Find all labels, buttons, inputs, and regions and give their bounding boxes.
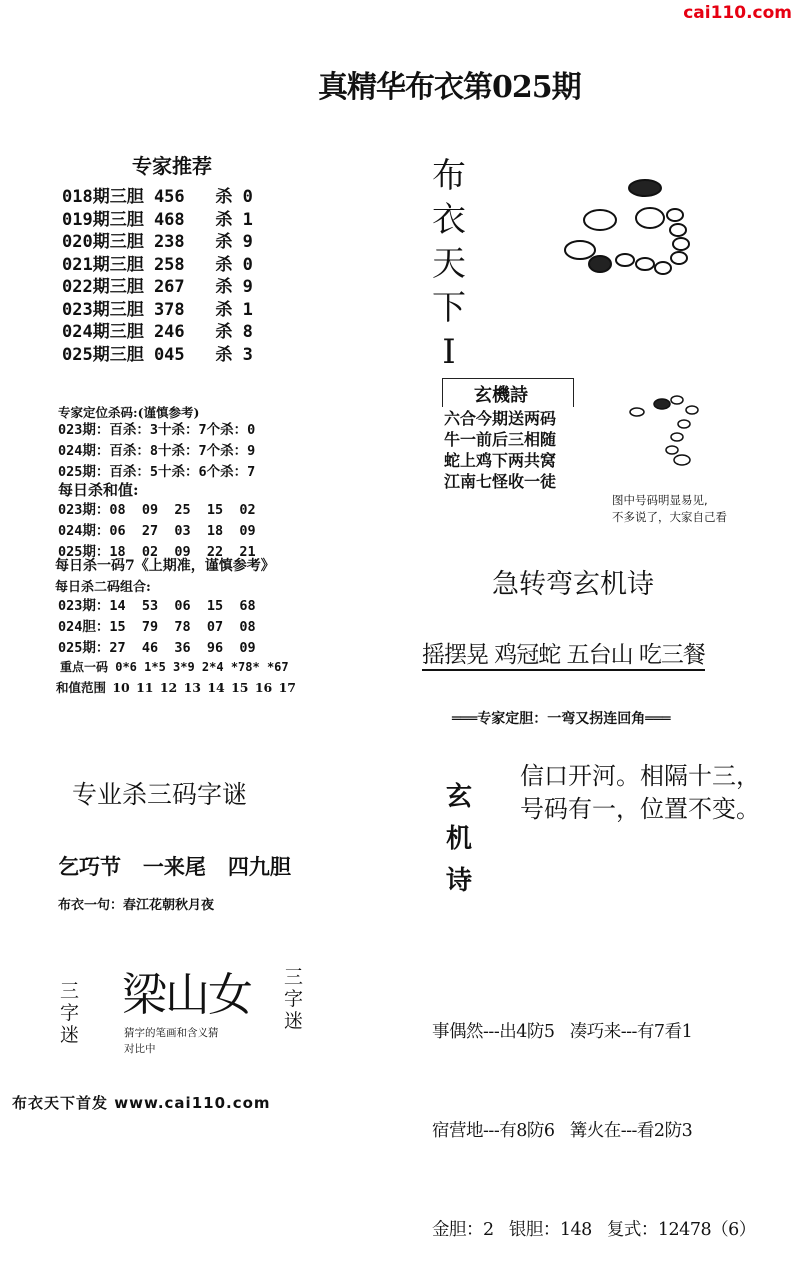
festival-line: 乞巧节 一来尾 四九胆 — [58, 854, 291, 879]
xuanji-note-line: 图中号码明显易见, — [612, 493, 708, 507]
buyi-char: 衣 — [432, 200, 466, 240]
expert-row: 024期三胆 246 杀 8 — [62, 322, 253, 342]
bottom-hint-line: 事偶然---出4防5 凑巧来---有7看1 — [432, 1022, 693, 1042]
expert-row: 022期三胆 267 杀 9 — [62, 277, 253, 297]
riddle-right-char: 三 — [284, 966, 304, 988]
expert-row: 021期三胆 258 杀 0 — [62, 254, 253, 275]
xuanji-big-vertical — [446, 776, 472, 902]
riddle-left-char: 三 — [60, 980, 80, 1002]
expert-row: 025期三胆 045 杀 3 — [62, 344, 253, 365]
bottom-hint-line: 金胆：2 银胆：148 复式：12478（6） — [432, 1220, 756, 1240]
buyi-sentence: 布衣一句：春江花朝秋月夜 — [58, 898, 215, 913]
expert-row: 020期三胆 238 杀 9 — [62, 232, 253, 252]
xuanji-note — [612, 492, 727, 526]
coin-chain-illustration — [622, 392, 702, 472]
xuanji-big-char: 玄 — [446, 782, 473, 812]
site-watermark: cai110.com — [664, 0, 800, 28]
expert-row: 018期三胆 456 杀 0 — [62, 187, 253, 207]
xuanji-big-char: 机 — [446, 824, 473, 854]
daily-kill-one: 每日杀一码7《上期准，谨慎参考》 — [55, 558, 275, 574]
expert-list — [62, 186, 253, 366]
xuanji-line: 蛇上鸡下两共窝 — [444, 451, 557, 470]
position-kill-row: 024期：百杀：8十杀：7个杀：9 — [58, 443, 256, 459]
riddle-hint — [124, 1025, 219, 1057]
xuanji-big-line: 信口开河。相隔十三， — [520, 762, 760, 790]
xuanji-note-line: 不多说了，大家自己看 — [612, 510, 727, 524]
riddle-left-label — [60, 980, 79, 1046]
buyi-suffix: I — [442, 332, 456, 372]
page-title: 真精华布衣第025期 — [318, 70, 581, 105]
riddle-hint-line: 猜字的笔画和含义猜 — [124, 1027, 219, 1039]
expert-row: 019期三胆 468 杀 1 — [62, 209, 253, 230]
riddle-right-char: 迷 — [284, 1010, 304, 1032]
daily-kill-two-heading: 每日杀二码组合: — [55, 580, 151, 595]
daily-kill-two-row: 024胆：15 79 78 07 08 — [58, 619, 256, 635]
sum-range: 和值范围 10 11 12 13 14 15 16 17 — [56, 680, 296, 695]
riddle-left-char: 字 — [60, 1002, 80, 1024]
treasure-illustration — [555, 170, 695, 290]
daily-sum-list — [58, 500, 256, 563]
key-code: 重点一码 0*6 1*5 3*9 2*4 *78* *67 — [60, 660, 289, 674]
xuanji-big-char: 诗 — [446, 866, 473, 896]
bottom-hint-line: 宿营地---有8防6 篝火在---看2防3 — [432, 1121, 693, 1141]
expert-dan: ═══专家定胆：一弯又拐连回角═══ — [452, 711, 671, 727]
daily-kill-two-list — [58, 596, 256, 659]
daily-sum-row: 023期：08 09 25 15 02 — [58, 502, 256, 518]
xuanji-line: 江南七怪收一徒 — [444, 472, 557, 491]
riddle-right-label — [284, 966, 303, 1032]
daily-sum-row: 024期：06 27 03 18 09 — [58, 523, 256, 539]
daily-sum-heading: 每日杀和值: — [58, 481, 139, 499]
position-kill-heading: 专家定位杀码:(谨慎参考) — [58, 405, 200, 420]
buyi-vertical — [432, 154, 466, 374]
xuanji-title: 玄機詩 — [474, 385, 528, 406]
bottom-hints — [432, 950, 756, 1280]
buyi-char: 下 — [432, 288, 466, 328]
xuanji-lines — [444, 408, 556, 492]
kill-three-title: 专业杀三码字谜 — [72, 780, 248, 809]
expert-heading: 专家推荐 — [132, 154, 212, 178]
xuanji-line: 牛一前后三相随 — [444, 430, 557, 449]
turn-poem-line: 摇摆晃 鸡冠蛇 五台山 吃三餐 — [422, 636, 705, 671]
riddle-right-char: 字 — [284, 988, 304, 1010]
position-kill-list — [58, 420, 255, 483]
position-kill-row: 023期：百杀：3十杀：7个杀：0 — [58, 422, 256, 438]
daily-kill-two-row: 023期：14 53 06 15 68 — [58, 598, 256, 614]
daily-sum-row: 025期：18 02 09 22 21 — [58, 544, 256, 560]
buyi-char: 布 — [432, 156, 466, 196]
daily-kill-two-row: 025期：27 46 36 96 09 — [58, 640, 256, 656]
position-kill-row: 025期：百杀：5十杀：6个杀：7 — [58, 464, 256, 480]
riddle-word: 梁山女 — [122, 968, 252, 1021]
expert-row: 023期三胆 378 杀 1 — [62, 299, 253, 320]
xuanji-line: 六合今期送两码 — [444, 409, 557, 428]
footer: 布衣天下首发 www.cai110.com — [12, 1094, 271, 1112]
xuanji-big-lines — [520, 760, 760, 826]
buyi-char: 天 — [432, 244, 466, 284]
riddle-hint-line: 对比中 — [124, 1043, 156, 1055]
xuanji-big-line: 号码有一，位置不变。 — [520, 795, 760, 823]
riddle-left-char: 迷 — [60, 1024, 80, 1046]
turn-poem-title: 急转弯玄机诗 — [492, 569, 654, 600]
